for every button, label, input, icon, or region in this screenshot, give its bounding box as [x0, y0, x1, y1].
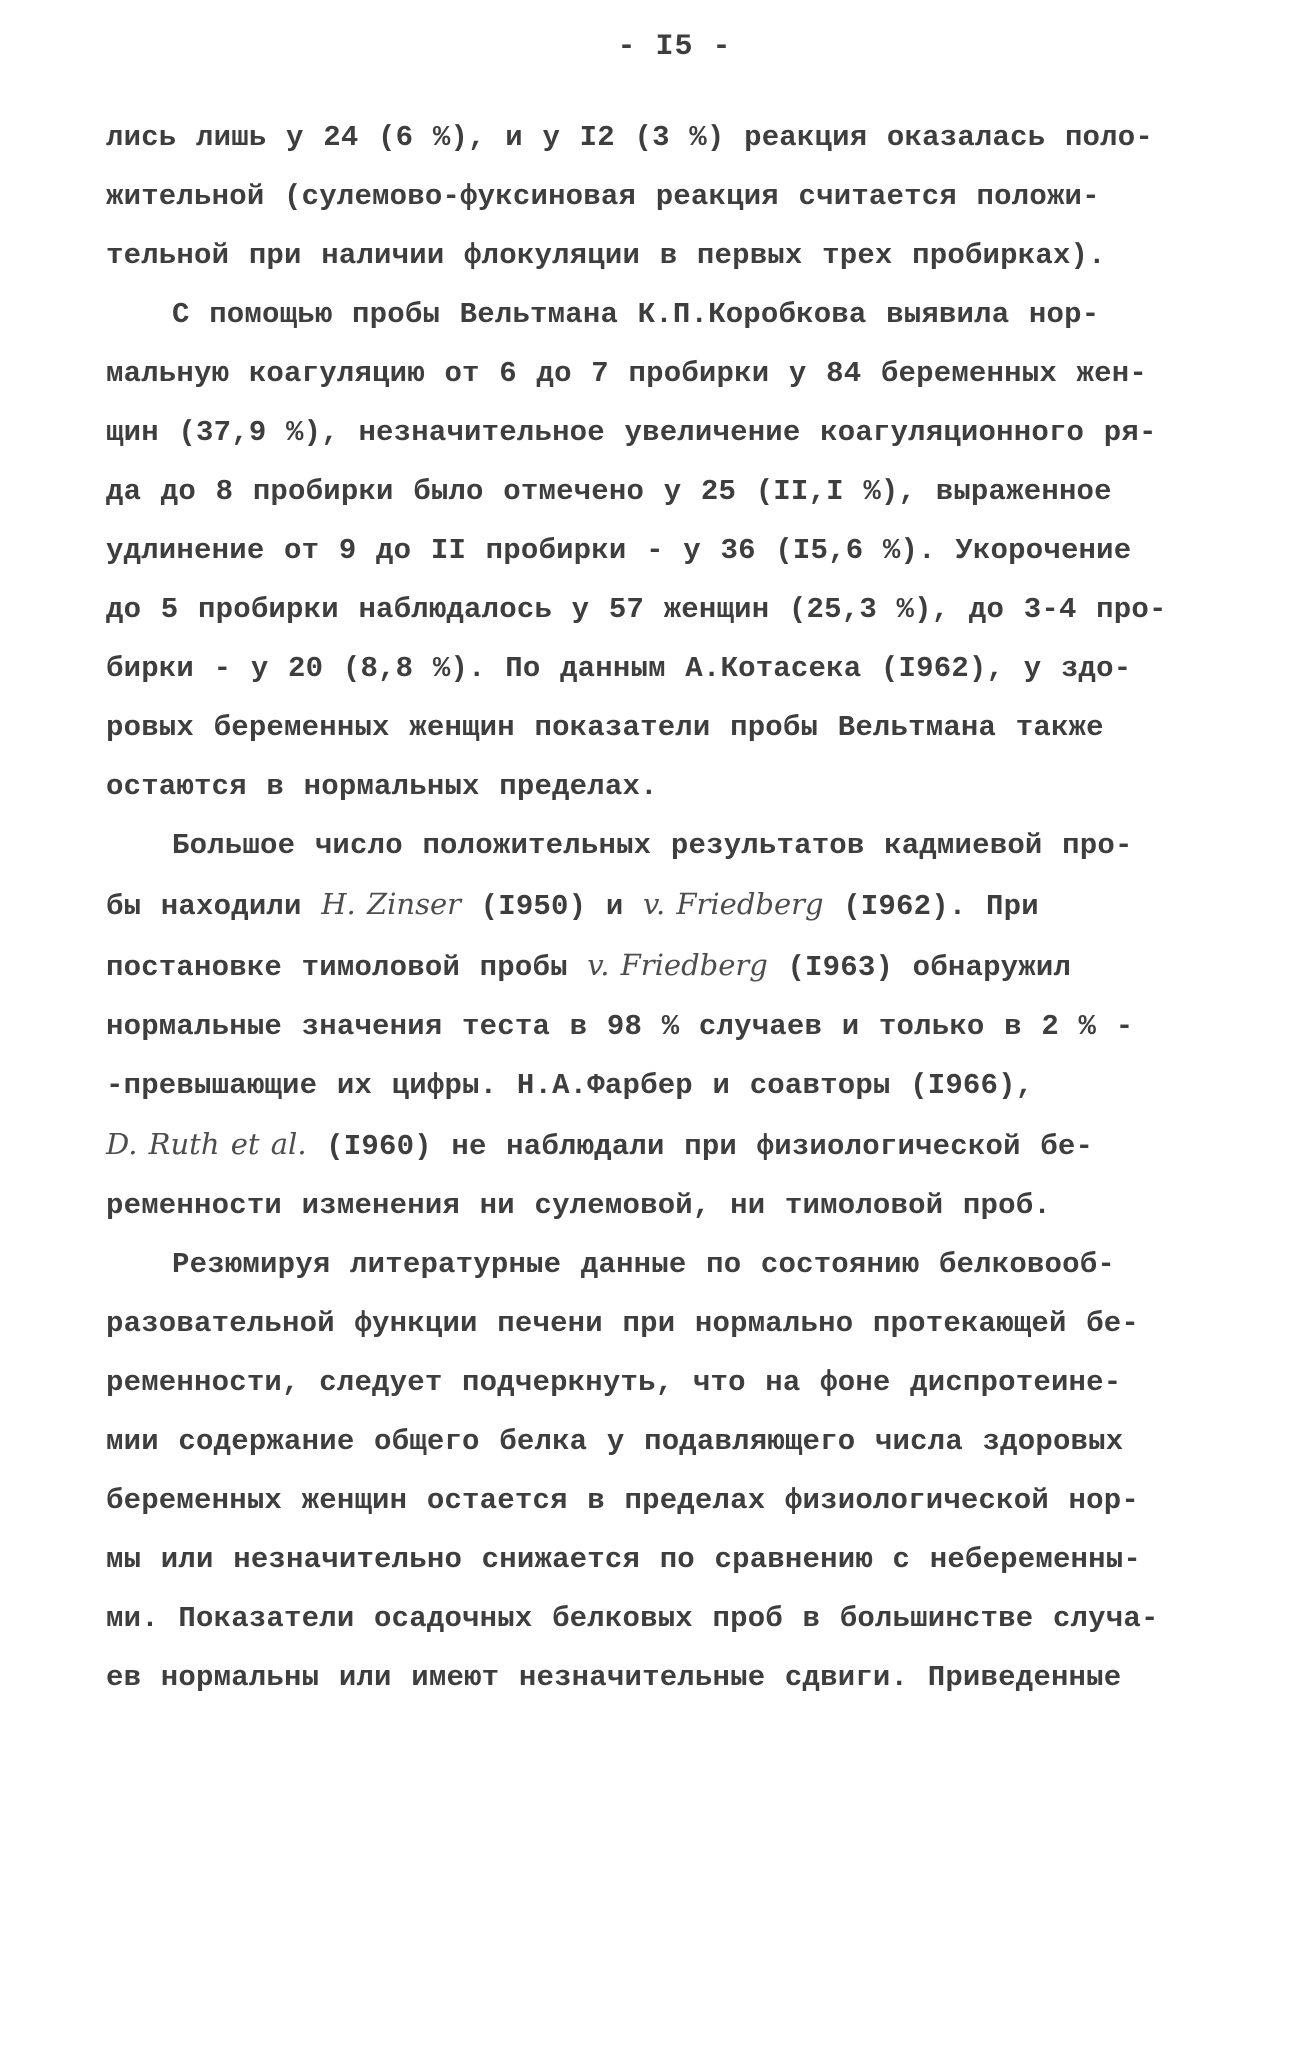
text-line [106, 875, 1213, 936]
text-fragment: постановке тимоловой пробы [106, 951, 568, 984]
text-line: С помощью пробы Вельтмана К.П.Коробкова выявила нор- [172, 298, 1100, 331]
paragraph-4 [106, 1235, 1213, 1707]
handwritten-author: H. Zinser [321, 887, 461, 921]
text-line: мии содержание общего белка у подавляющего числа здоровых [106, 1425, 1124, 1458]
text-line: лись лишь у 24 (6 %), и у I2 (3 %) реакция оказалась поло- [106, 121, 1153, 154]
handwritten-author: v. Friedberg [643, 887, 824, 921]
text-line: разовательной функции печени при нормально протекающей бе- [106, 1307, 1139, 1340]
text-line: бирки - у 20 (8,8 %). По данным А.Котасека (I962), у здо- [106, 652, 1132, 685]
text-line: ременности, следует подчеркнуть, что на фоне диспротеине- [106, 1366, 1122, 1399]
text-line [106, 1115, 1213, 1176]
text-fragment: бы находили [106, 890, 302, 923]
page-number: - I5 - [617, 30, 732, 64]
text-line: Резюмируя литературные данные по состоянию белковооб- [172, 1248, 1115, 1281]
text-line: ми. Показатели осадочных белковых проб в большинстве случа- [106, 1602, 1159, 1635]
paragraph-2 [106, 285, 1213, 816]
text-line: до 5 пробирки наблюдалось у 57 женщин (25,3 %), до 3-4 про- [106, 593, 1167, 626]
text-line: удлинение от 9 до II пробирки - у 36 (I5,6 %). Укорочение [106, 534, 1132, 567]
text-fragment: (I960) не наблюдали при физиологической бе- [326, 1130, 1094, 1163]
text-line: тельной при наличии флокуляции в первых трех пробирках). [106, 239, 1106, 272]
handwritten-author: D. Ruth et al. [106, 1127, 307, 1161]
text-line: мальную коагуляцию от 6 до 7 пробирки у 84 беременных жен- [106, 357, 1147, 390]
text-line: Большое число положительных результатов кадмиевой про- [172, 829, 1133, 862]
text-fragment: (I963) обнаружил [787, 951, 1072, 984]
text-line: беременных женщин остается в пределах физиологической нор- [106, 1484, 1139, 1517]
text-line: жительной (сулемово-фуксиновая реакция считается положи- [106, 180, 1100, 213]
paragraph-3 [106, 816, 1213, 1235]
handwritten-author: v. Friedberg [587, 948, 768, 982]
text-line: -превышающие их цифры. Н.А.Фарбер и соавторы (I966), [106, 1069, 1034, 1102]
text-line: мы или незначительно снижается по сравнению с небеременны- [106, 1543, 1141, 1576]
paragraph-1 [106, 108, 1213, 285]
text-line: ев нормальны или имеют незначительные сдвиги. Приведенные [106, 1661, 1122, 1694]
text-line: ременности изменения ни сулемовой, ни тимоловой проб. [106, 1189, 1051, 1222]
text-line [106, 936, 1213, 997]
text-line: ровых беременных женщин показатели пробы Вельтмана также [106, 711, 1104, 744]
text-line: да до 8 пробирки было отмечено у 25 (II,I %), выраженное [106, 475, 1112, 508]
text-line: щин (37,9 %), незначительное увеличение коагуляционного ря- [106, 416, 1157, 449]
text-fragment: (I962). При [843, 890, 1039, 923]
text-line: нормальные значения теста в 98 % случаев и только в 2 % - [106, 1010, 1134, 1043]
text-fragment: (I950) и [480, 890, 624, 923]
text-line: остаются в нормальных пределах. [106, 770, 658, 803]
